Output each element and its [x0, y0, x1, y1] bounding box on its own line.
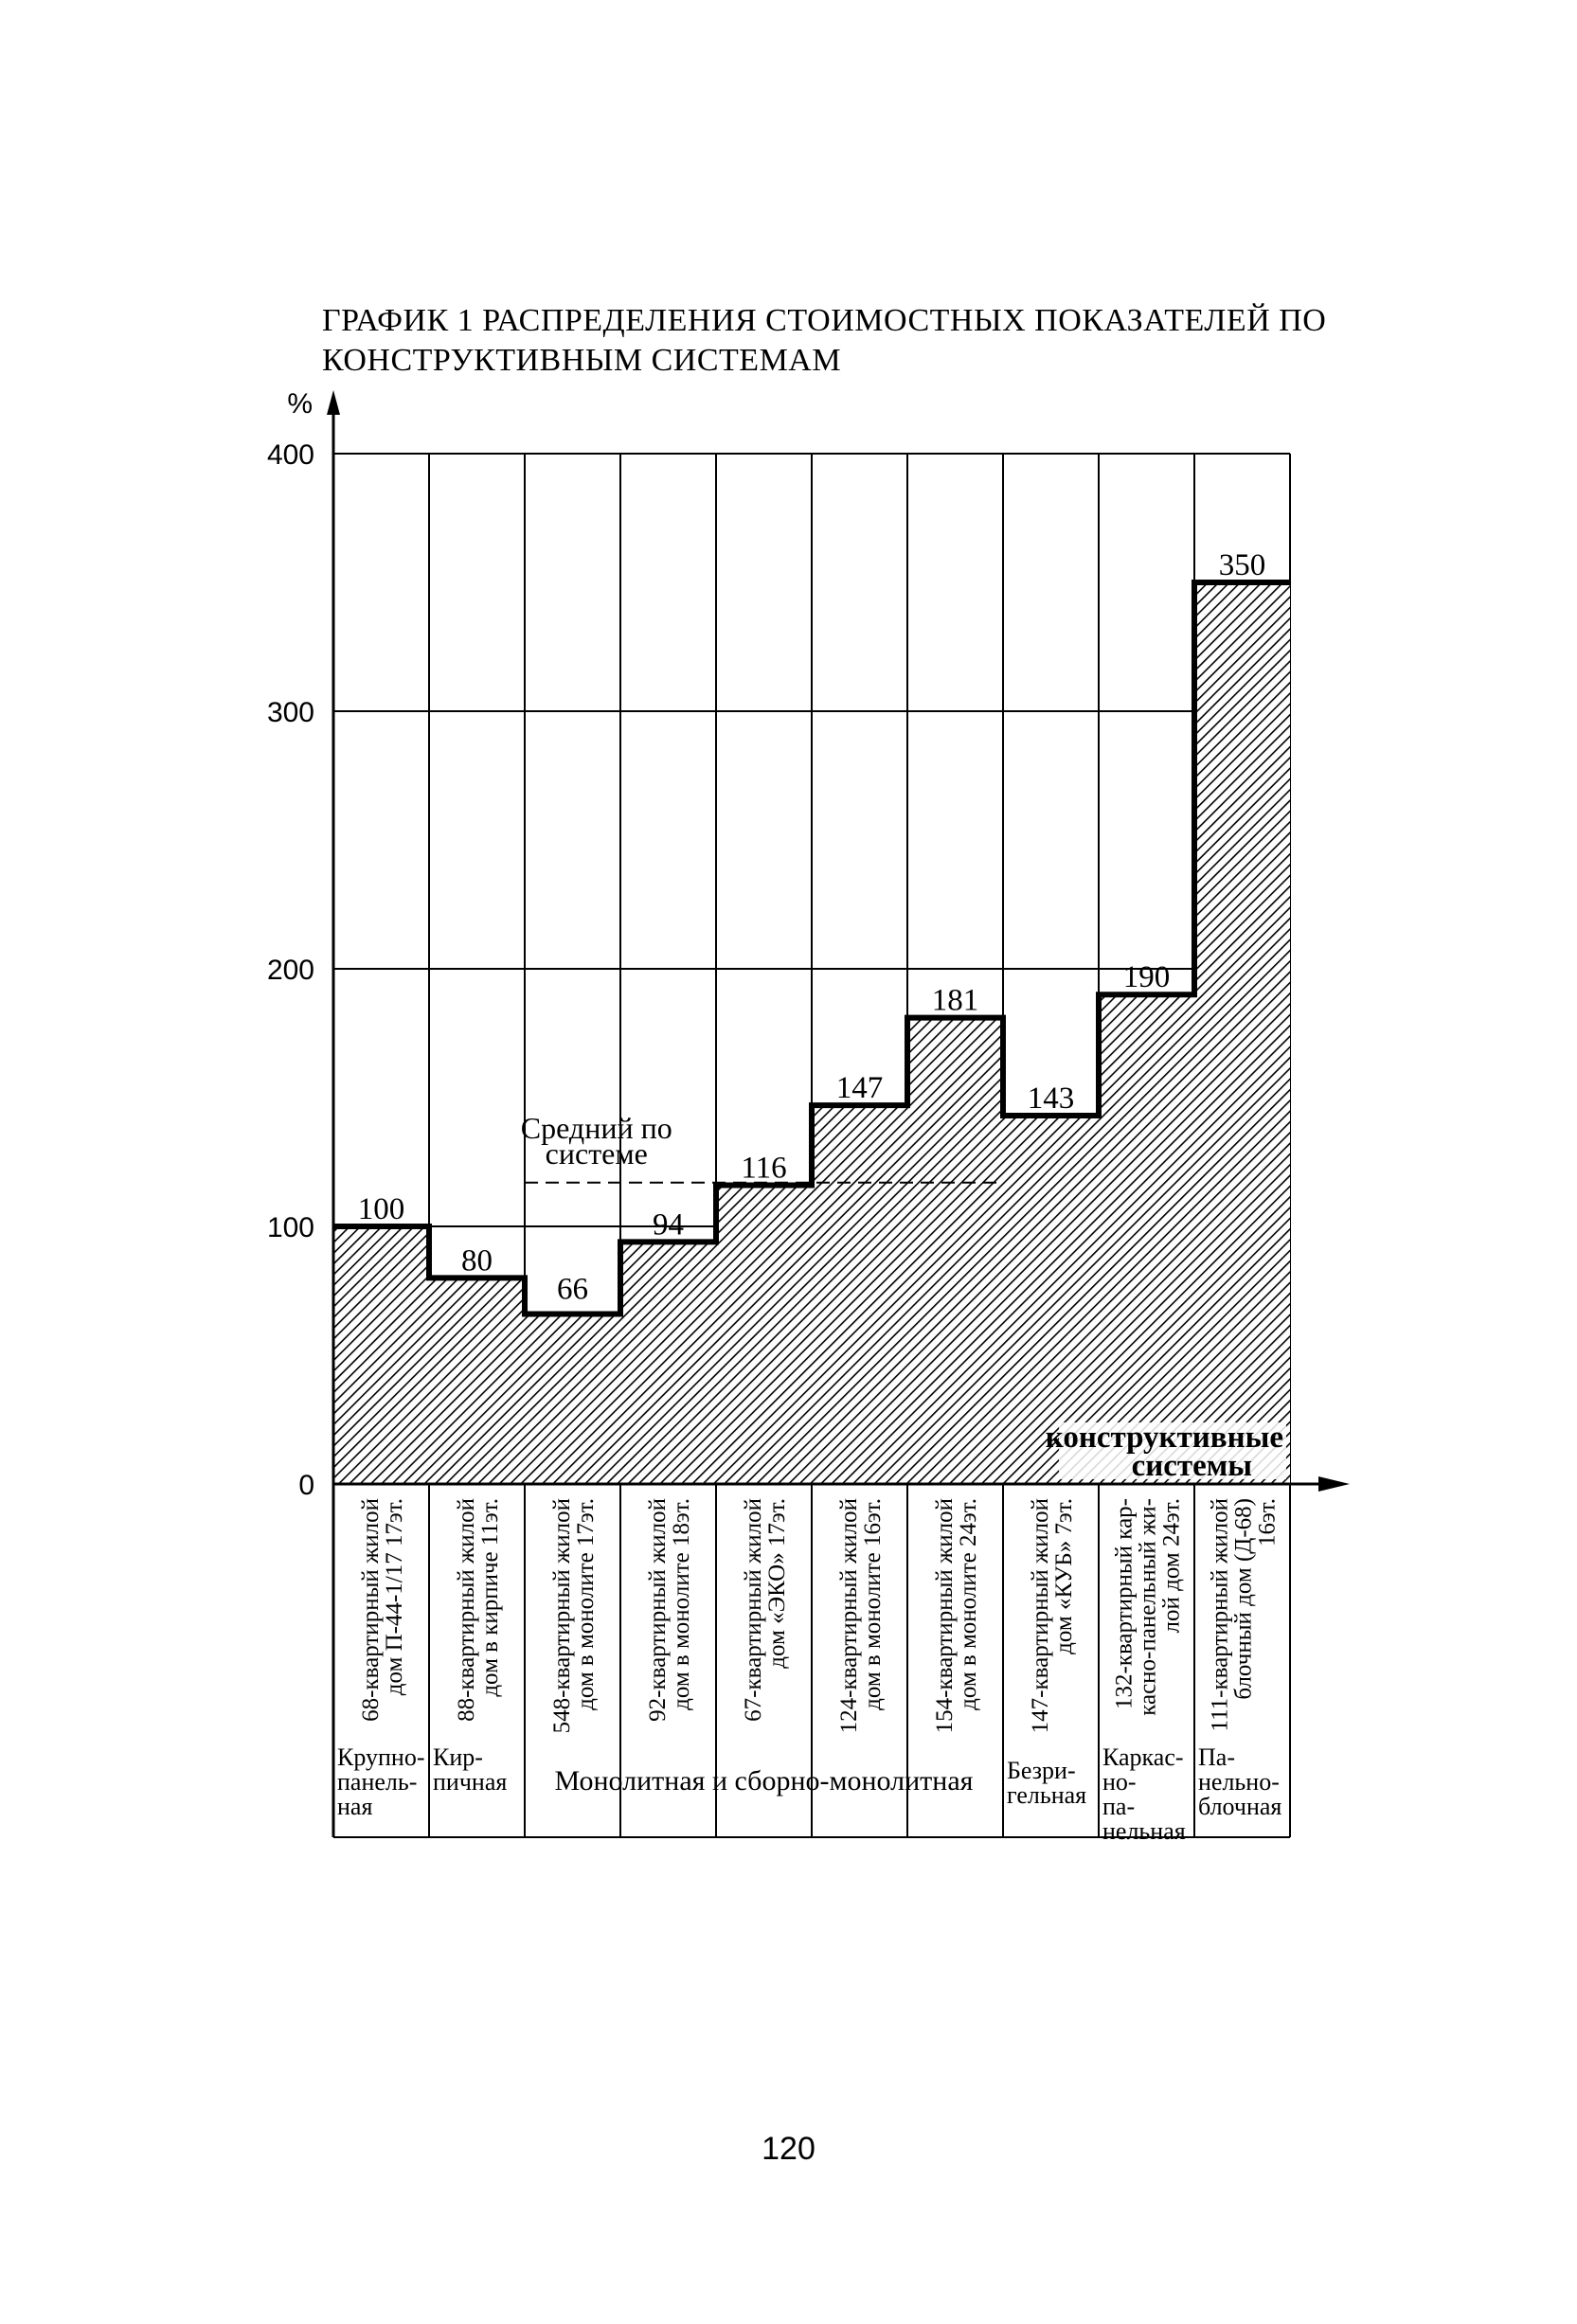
category-label-6-line-2: дом в монолите 16эт.: [860, 1498, 886, 1710]
group-label-2-line-2: пичная: [433, 1768, 508, 1796]
x-axis-label-line-2: системы: [1131, 1449, 1252, 1483]
category-label-5-line-1: 67-квартирный жилой: [741, 1498, 766, 1722]
bar-5: [716, 1185, 812, 1484]
value-label-2: 80: [461, 1243, 493, 1278]
value-label-6: 147: [835, 1071, 884, 1106]
category-label-1-line-2: дом П-44-1/17 17эт.: [382, 1498, 407, 1696]
value-label-1: 100: [357, 1192, 405, 1226]
category-label-1-line-1: 68-квартирный жилой: [358, 1498, 384, 1722]
group-label-1-line-2: панель-: [337, 1768, 418, 1796]
group-label-6-line-3: блочная: [1198, 1793, 1282, 1820]
bar-7: [907, 1018, 1003, 1484]
category-label-9-line-2: касно-панельный жи-: [1135, 1498, 1161, 1716]
value-label-9: 190: [1122, 960, 1171, 995]
group-label-5-line-2: но-: [1102, 1768, 1137, 1796]
bar-6: [812, 1105, 907, 1484]
average-label-line-1: Средний по: [520, 1111, 672, 1145]
category-label-9-line-1: 132-квартирный кар-: [1111, 1498, 1138, 1710]
y-tick-label-200: 200: [266, 955, 314, 986]
y-tick-label-100: 100: [266, 1212, 314, 1243]
x-axis-arrow: [1318, 1476, 1350, 1492]
group-label-6-line-1: Па-: [1198, 1743, 1235, 1771]
category-label-10-line-3: 16эт.: [1254, 1498, 1281, 1547]
category-label-8-line-2: дом «КУБ» 7эт.: [1051, 1498, 1077, 1654]
group-label-1-line-1: Крупно-: [337, 1743, 425, 1771]
chart-title-line-1: ГРАФИК 1 РАСПРЕДЕЛЕНИЯ СТОИМОСТНЫХ ПОКАЗАТЕЛЕЙ ПО: [322, 303, 1327, 338]
y-tick-label-300: 300: [266, 697, 314, 728]
category-label-7-line-1: 154-квартирный жилой: [932, 1498, 958, 1734]
category-label-3-line-2: дом в монолите 17эт.: [573, 1498, 599, 1710]
group-label-2-line-1: Кир-: [433, 1743, 483, 1771]
category-label-5-line-2: дом «ЭКО» 17эт.: [764, 1498, 790, 1669]
y-tick-label-400: 400: [266, 439, 314, 471]
category-label-4-line-2: дом в монолите 18эт.: [669, 1498, 694, 1710]
group-label-5-line-4: нельная: [1102, 1817, 1186, 1845]
y-axis-arrow: [327, 390, 340, 415]
y-axis-label: %: [287, 388, 313, 420]
chart-title-line-2: КОНСТРУКТИВНЫМ СИСТЕМАМ: [322, 343, 842, 378]
group-label-5-line-3: па-: [1102, 1793, 1136, 1820]
x-axis-label-line-1: конструктивные: [1045, 1421, 1283, 1455]
category-label-4-line-1: 92-квартирный жилой: [645, 1498, 671, 1722]
page-number: 120: [762, 2131, 815, 2167]
category-label-7-line-2: дом в монолите 24эт.: [956, 1498, 981, 1710]
group-label-4-line-1: Безри-: [1007, 1757, 1076, 1784]
category-label-9-line-3: лой дом 24эт.: [1158, 1498, 1185, 1634]
bar-2: [429, 1278, 525, 1484]
category-label-6-line-1: 124-квартирный жилой: [836, 1498, 862, 1734]
category-label-2-line-1: 88-квартирный жилой: [454, 1498, 479, 1722]
value-label-7: 181: [931, 983, 979, 1018]
group-label-5-line-1: Каркас-: [1102, 1743, 1184, 1771]
category-label-2-line-2: дом в кирпиче 11эт.: [477, 1498, 503, 1697]
value-label-8: 143: [1027, 1082, 1075, 1117]
value-label-10: 350: [1218, 548, 1266, 582]
group-label-6-line-2: нельно-: [1198, 1768, 1280, 1796]
bar-1: [333, 1226, 429, 1484]
bar-10: [1194, 582, 1290, 1484]
value-label-5: 116: [741, 1151, 787, 1186]
average-label-line-2: системе: [545, 1136, 648, 1171]
category-label-10-line-1: 111-квартирный жилой: [1207, 1498, 1233, 1732]
group-label-3: Монолитная и сборно-монолитная: [554, 1765, 974, 1797]
category-label-3-line-1: 548-квартирный жилой: [549, 1498, 575, 1734]
value-label-3: 66: [557, 1272, 588, 1307]
category-label-10-line-2: блочный дом (Д-68): [1230, 1498, 1257, 1700]
bar-3: [525, 1314, 620, 1484]
y-tick-label-0: 0: [298, 1470, 314, 1501]
group-label-1-line-3: ная: [337, 1793, 373, 1820]
bar-9: [1099, 994, 1194, 1484]
group-label-4-line-2: гельная: [1007, 1781, 1087, 1809]
category-label-8-line-1: 147-квартирный жилой: [1028, 1498, 1053, 1734]
bar-4: [620, 1242, 716, 1484]
value-label-4: 94: [653, 1207, 684, 1242]
